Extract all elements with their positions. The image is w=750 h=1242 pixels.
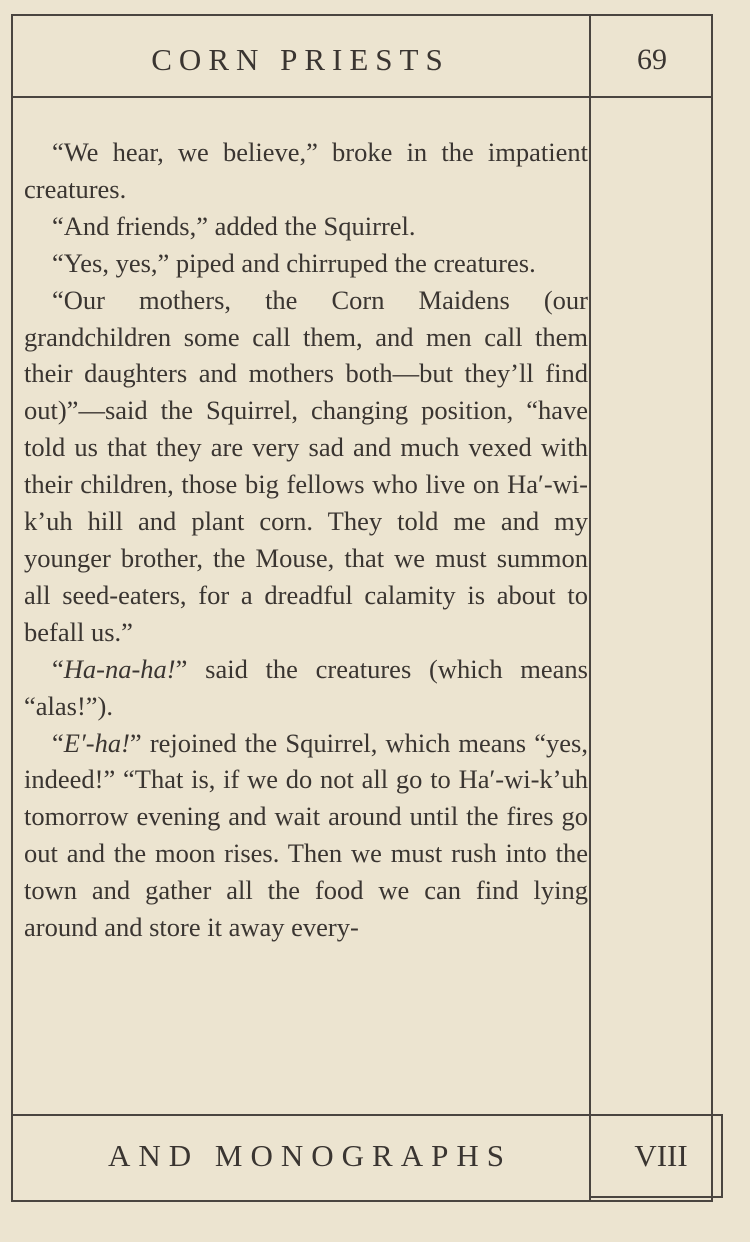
paragraph: “Our mothers, the Corn Maidens (our grandchildren some call them, and men call them their daughters and mothers both—but they’ll find out)”—said the Squirrel, changing position, “have told us that they are very sad and much vexed with their children, those big fellows who live on Ha′-wi-k’uh hill and plant corn. They told me and my younger brother, the Mouse, that we must summon all seed-eaters, for a dreadful calamity is about to befall us.” (24, 284, 588, 647)
paragraph (24, 725, 588, 946)
open-quote: “ (52, 653, 64, 684)
paragraph: “Yes, yes,” piped and chirruped the creatures. (52, 247, 536, 278)
paragraph: “And friends,” added the Squirrel. (52, 210, 416, 241)
footer-bottom-rule (590, 1196, 723, 1198)
open-quote: “ (52, 727, 64, 758)
body-text (24, 134, 588, 946)
italic-exclamation: E′-ha! (63, 727, 130, 758)
paragraph-text: ” rejoined the Squirrel, which means “yes, indeed!” “That is, if we do not all go to Ha′-wi-k’uh tomorrow evening and wait around until the fires go out and the moon rises. Then we must rush into the town and gather all the food we can find lying around and store it away every- (24, 727, 588, 943)
footer-volume-number: VIII (634, 1138, 688, 1173)
italic-exclamation: Ha-na-ha! (63, 653, 176, 684)
footer-rule (13, 1114, 722, 1116)
paragraph (24, 651, 588, 725)
paragraph: “We hear, we believe,” broke in the impatient creatures. (24, 137, 588, 204)
page-header-title: CORN PRIESTS (151, 42, 450, 77)
column-divider (589, 14, 591, 1202)
footer-series-title: AND MONOGRAPHS (108, 1138, 512, 1173)
page-number: 69 (637, 43, 667, 76)
paragraph-text: ” said the creatures (which means “alas!”). (24, 653, 588, 721)
header-rule (13, 96, 713, 98)
